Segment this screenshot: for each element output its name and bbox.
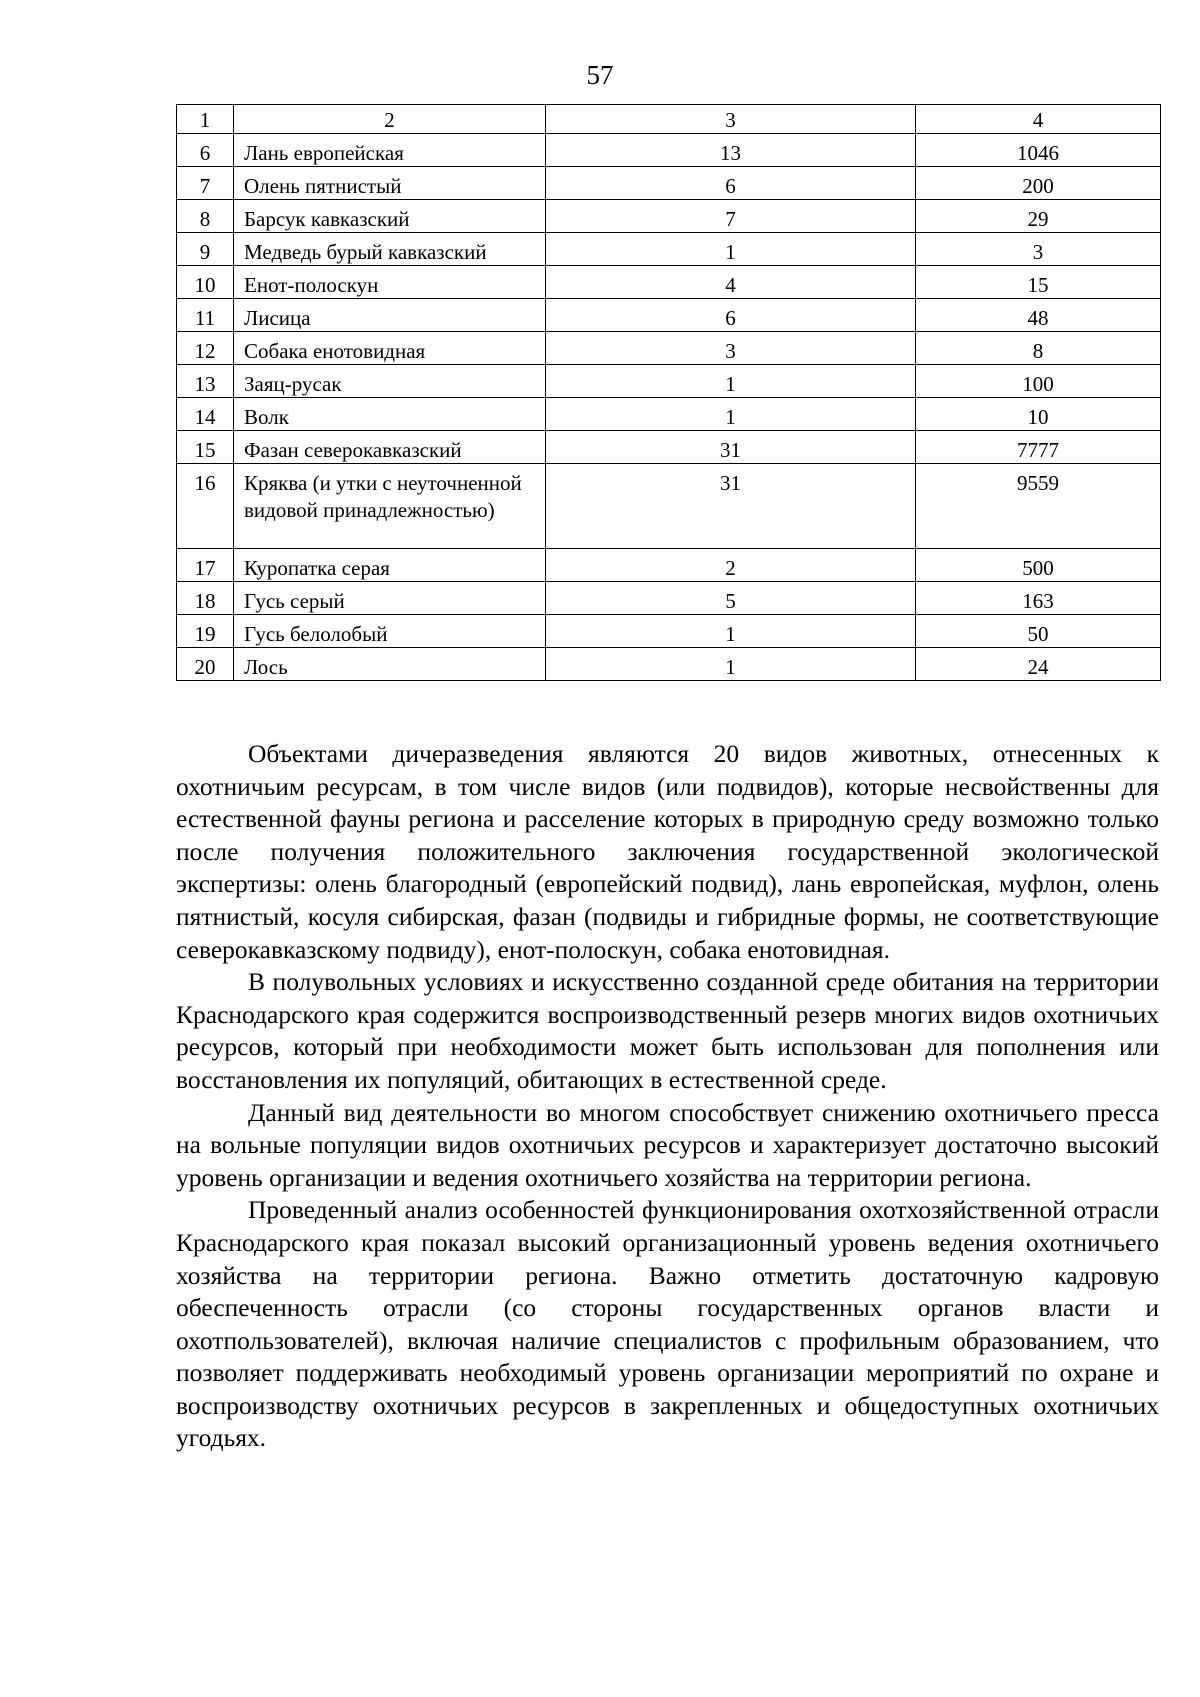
col3-value: 5 bbox=[546, 582, 916, 615]
col3-value: 31 bbox=[546, 464, 916, 549]
paragraph: Данный вид деятельности во многом способствует снижению охотничьего пресса на вольные популяции видов охотничьих ресурсов и характеризует достаточно высокий уровень организации и ведения охотничьего хозяйства на территории региона. bbox=[176, 1097, 1159, 1192]
col4-value: 1046 bbox=[916, 134, 1161, 167]
species-name: Лань европейская bbox=[234, 134, 546, 167]
table-row bbox=[177, 549, 1161, 582]
species-name: Фазан северокавказский bbox=[234, 431, 546, 464]
col4-value: 7777 bbox=[916, 431, 1161, 464]
col4-value: 29 bbox=[916, 200, 1161, 233]
paragraph: В полувольных условиях и искусственно созданной среде обитания на территории Краснодарского края содержится воспроизводственный резерв многих видов охотничьих ресурсов, который при необходимости может быть использован для пополнения или восстановления их популяций, обитающих в естественной среде. bbox=[176, 967, 1159, 1094]
row-number: 16 bbox=[177, 464, 234, 549]
col4-value: 163 bbox=[916, 582, 1161, 615]
table-row bbox=[177, 431, 1161, 464]
table-row bbox=[177, 167, 1161, 200]
species-name: Куропатка серая bbox=[234, 549, 546, 582]
species-name: Медведь бурый кавказский bbox=[234, 233, 546, 266]
table-row bbox=[177, 464, 1161, 549]
header-cell: 1 bbox=[177, 105, 234, 134]
col3-value: 1 bbox=[546, 398, 916, 431]
col4-value: 24 bbox=[916, 648, 1161, 681]
col3-value: 2 bbox=[546, 549, 916, 582]
row-number: 9 bbox=[177, 233, 234, 266]
col4-value: 8 bbox=[916, 332, 1161, 365]
row-number: 18 bbox=[177, 582, 234, 615]
table-row bbox=[177, 233, 1161, 266]
row-number: 7 bbox=[177, 167, 234, 200]
body-text bbox=[176, 738, 1159, 1455]
table-row bbox=[177, 299, 1161, 332]
col3-value: 3 bbox=[546, 332, 916, 365]
header-cell: 4 bbox=[916, 105, 1161, 134]
paragraph: Проведенный анализ особенностей функционирования охотхозяйственной отрасли Краснодарского края показал высокий организационный уровень ведения охотничьего хозяйства на территории региона. Важно отметить достаточную кадровую обеспеченность отрасли (со стороны государственных органов власти и охотпользователей), включая наличие специалистов с профильным образованием, что позволяет поддерживать необходимый уровень организации мероприятий по охране и воспроизводству охотничьих ресурсов в закрепленных и общедоступных охотничьих угодьях. bbox=[176, 1195, 1159, 1453]
col4-value: 3 bbox=[916, 233, 1161, 266]
col4-value: 15 bbox=[916, 266, 1161, 299]
species-name: Олень пятнистый bbox=[234, 167, 546, 200]
header-cell: 2 bbox=[234, 105, 546, 134]
row-number: 15 bbox=[177, 431, 234, 464]
row-number: 13 bbox=[177, 365, 234, 398]
col3-value: 1 bbox=[546, 615, 916, 648]
table-row bbox=[177, 398, 1161, 431]
col4-value: 100 bbox=[916, 365, 1161, 398]
species-name: Барсук кавказский bbox=[234, 200, 546, 233]
table-row bbox=[177, 134, 1161, 167]
col4-value: 10 bbox=[916, 398, 1161, 431]
row-number: 8 bbox=[177, 200, 234, 233]
row-number: 12 bbox=[177, 332, 234, 365]
row-number: 10 bbox=[177, 266, 234, 299]
col3-value: 6 bbox=[546, 299, 916, 332]
species-name: Енот-полоскун bbox=[234, 266, 546, 299]
col4-value: 50 bbox=[916, 615, 1161, 648]
col3-value: 6 bbox=[546, 167, 916, 200]
row-number: 17 bbox=[177, 549, 234, 582]
species-name: Гусь серый bbox=[234, 582, 546, 615]
table-row bbox=[177, 266, 1161, 299]
col3-value: 4 bbox=[546, 266, 916, 299]
table-row bbox=[177, 648, 1161, 681]
col4-value: 48 bbox=[916, 299, 1161, 332]
col3-value: 1 bbox=[546, 233, 916, 266]
table-row bbox=[177, 582, 1161, 615]
col3-value: 7 bbox=[546, 200, 916, 233]
species-name: Собака енотовидная bbox=[234, 332, 546, 365]
species-name: Гусь белолобый bbox=[234, 615, 546, 648]
col3-value: 1 bbox=[546, 365, 916, 398]
page-number: 57 bbox=[586, 60, 614, 90]
col4-value: 500 bbox=[916, 549, 1161, 582]
game-species-table bbox=[176, 104, 1161, 681]
table-row bbox=[177, 365, 1161, 398]
row-number: 6 bbox=[177, 134, 234, 167]
table-row bbox=[177, 200, 1161, 233]
paragraph: Объектами дичеразведения являются 20 видов животных, отнесенных к охотничьим ресурсам, в том числе видов (или подвидов), которые несвойственны для естественной фауны региона и расселение которых в природную среду возможно только после получения положительного заключения государственной экологической экспертизы: олень благородный (европейский подвид), лань европейская, муфлон, олень пятнистый, косуля сибирская, фазан (подвиды и гибридные формы, не соответствующие северокавказскому подвиду), енот-полоскун, собака енотовидная. bbox=[176, 739, 1159, 964]
row-number: 19 bbox=[177, 615, 234, 648]
col3-value: 1 bbox=[546, 648, 916, 681]
table-header-row bbox=[177, 105, 1161, 134]
species-name: Заяц-русак bbox=[234, 365, 546, 398]
table-row bbox=[177, 332, 1161, 365]
header-cell: 3 bbox=[546, 105, 916, 134]
row-number: 14 bbox=[177, 398, 234, 431]
species-name: Кряква (и утки с неуточненной видовой принадлежностью) bbox=[234, 464, 546, 549]
species-name: Лось bbox=[234, 648, 546, 681]
row-number: 11 bbox=[177, 299, 234, 332]
col4-value: 9559 bbox=[916, 464, 1161, 549]
col3-value: 31 bbox=[546, 431, 916, 464]
table-row bbox=[177, 615, 1161, 648]
col4-value: 200 bbox=[916, 167, 1161, 200]
species-name: Лисица bbox=[234, 299, 546, 332]
species-name: Волк bbox=[234, 398, 546, 431]
row-number: 20 bbox=[177, 648, 234, 681]
col3-value: 13 bbox=[546, 134, 916, 167]
